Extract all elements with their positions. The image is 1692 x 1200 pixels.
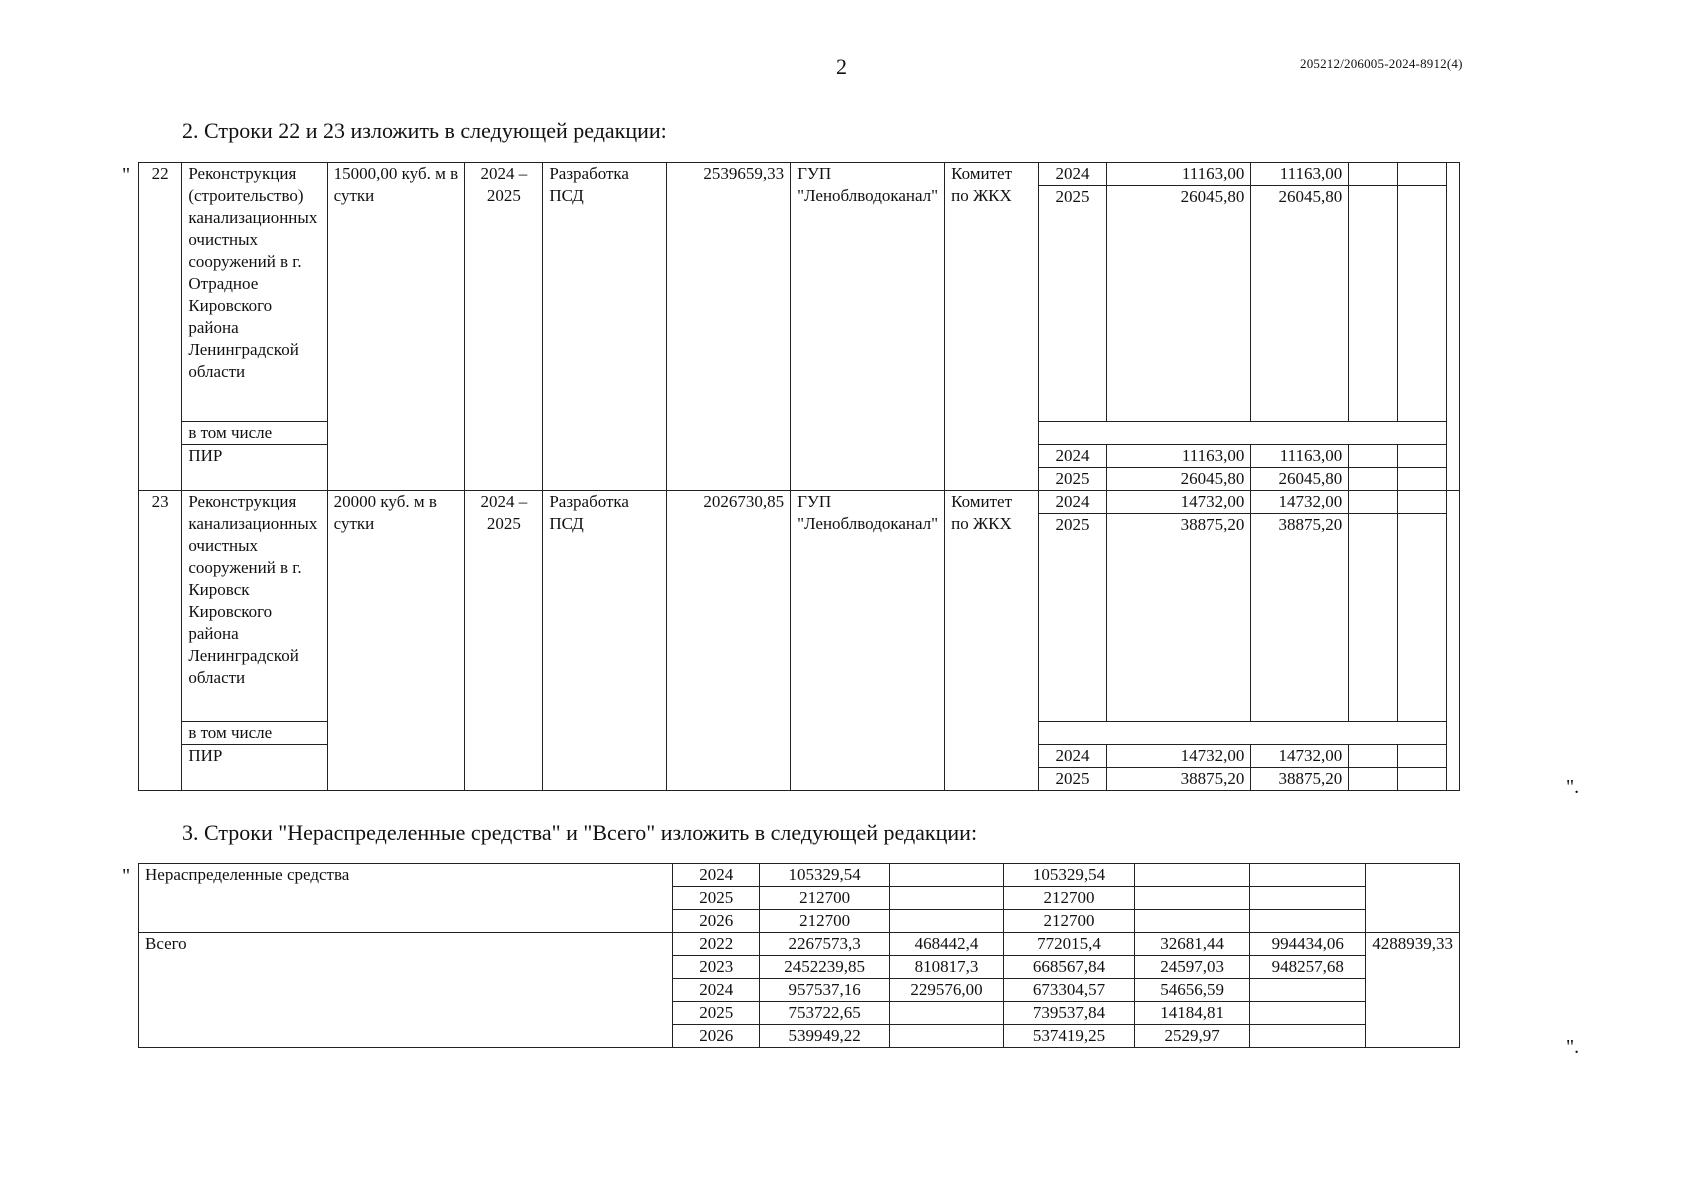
open-quote-2: " bbox=[122, 865, 131, 887]
pir-label: ПИР bbox=[182, 745, 327, 791]
regional-cell: 212700 bbox=[1003, 910, 1134, 933]
year-cell: 2023 bbox=[673, 956, 760, 979]
year-cell: 2024 bbox=[673, 979, 760, 1002]
table-row bbox=[139, 864, 1460, 887]
regional-cell: 11163,00 bbox=[1251, 445, 1349, 468]
local-cell: 24597,03 bbox=[1134, 956, 1249, 979]
regional-cell: 26045,80 bbox=[1251, 186, 1349, 422]
executor: ГУП "Леноблводоканал" bbox=[791, 163, 945, 491]
local-cell: 54656,59 bbox=[1134, 979, 1249, 1002]
federal-cell bbox=[889, 864, 1003, 887]
other-cell bbox=[1250, 979, 1366, 1002]
year-cell: 2024 bbox=[1039, 445, 1107, 468]
other-cell bbox=[1250, 910, 1366, 933]
regional-cell: 668567,84 bbox=[1003, 956, 1134, 979]
federal-cell bbox=[889, 1002, 1003, 1025]
year-cell: 2025 bbox=[673, 1002, 760, 1025]
projects-table bbox=[138, 162, 1460, 791]
regional-cell: 38875,20 bbox=[1251, 768, 1349, 791]
close-quote-1: ". bbox=[1566, 776, 1580, 798]
customer: Комитет по ЖКХ bbox=[945, 491, 1039, 791]
summary-table bbox=[138, 863, 1460, 1048]
year-cell: 2025 bbox=[673, 887, 760, 910]
pir-label: ПИР bbox=[182, 445, 327, 491]
total-cell: 38875,20 bbox=[1106, 514, 1250, 722]
year-cell: 2024 bbox=[1039, 745, 1107, 768]
object-name: Реконструкция канализационных очистных сооружений в г. Кировск Кировского района Ленинградской области bbox=[182, 491, 327, 722]
total-cell: 14732,00 bbox=[1106, 745, 1250, 768]
period: 2024 – 2025 bbox=[465, 163, 543, 491]
federal-cell: 468442,4 bbox=[889, 933, 1003, 956]
page-number: 2 bbox=[836, 54, 847, 79]
federal-cell: 810817,3 bbox=[889, 956, 1003, 979]
customer: Комитет по ЖКХ bbox=[945, 163, 1039, 491]
total-cell: 38875,20 bbox=[1106, 768, 1250, 791]
document-number: 205212/206005-2024-8912(4) bbox=[1300, 56, 1463, 71]
regional-cell: 26045,80 bbox=[1251, 468, 1349, 491]
grand-total: 4288939,33 bbox=[1366, 933, 1460, 1048]
object-name: Реконструкция (строительство) канализационных очистных сооружений в г. Отрадное Кировского района Ленинградской области bbox=[182, 163, 327, 422]
regional-cell: 673304,57 bbox=[1003, 979, 1134, 1002]
period: 2024 – 2025 bbox=[465, 491, 543, 791]
executor: ГУП "Леноблводоканал" bbox=[791, 491, 945, 791]
year-cell: 2026 bbox=[673, 1025, 760, 1048]
federal-cell: 229576,00 bbox=[889, 979, 1003, 1002]
federal-cell bbox=[889, 887, 1003, 910]
local-cell: 32681,44 bbox=[1134, 933, 1249, 956]
local-cell bbox=[1134, 910, 1249, 933]
total-cell: 105329,54 bbox=[760, 864, 890, 887]
local-cell bbox=[1134, 887, 1249, 910]
year-cell: 2024 bbox=[673, 864, 760, 887]
total-cell: 26045,80 bbox=[1106, 468, 1250, 491]
regional-cell: 105329,54 bbox=[1003, 864, 1134, 887]
year-cell: 2025 bbox=[1039, 514, 1107, 722]
stage: Разработка ПСД bbox=[543, 163, 667, 491]
other-cell: 994434,06 bbox=[1250, 933, 1366, 956]
regional-cell: 537419,25 bbox=[1003, 1025, 1134, 1048]
total-cell: 14732,00 bbox=[1106, 491, 1250, 514]
table-row bbox=[139, 163, 1460, 186]
year-cell: 2022 bbox=[673, 933, 760, 956]
capacity: 15000,00 куб. м в сутки bbox=[327, 163, 465, 491]
table-row bbox=[139, 933, 1460, 956]
other-cell bbox=[1250, 887, 1366, 910]
regional-cell: 772015,4 bbox=[1003, 933, 1134, 956]
regional-cell: 14732,00 bbox=[1251, 745, 1349, 768]
section-3-heading: 3. Строки "Нераспределенные средства" и "Всего" изложить в следующей редакции: bbox=[182, 820, 978, 845]
including-label: в том числе bbox=[182, 422, 327, 445]
other-cell bbox=[1250, 864, 1366, 887]
total-cell: 957537,16 bbox=[760, 979, 890, 1002]
total-cell: 11163,00 bbox=[1106, 445, 1250, 468]
total-cell: 539949,22 bbox=[760, 1025, 890, 1048]
total-cell: 2452239,85 bbox=[760, 956, 890, 979]
capacity: 20000 куб. м в сутки bbox=[327, 491, 465, 791]
regional-cell: 14732,00 bbox=[1251, 491, 1349, 514]
local-cell bbox=[1134, 864, 1249, 887]
section-2-heading: 2. Строки 22 и 23 изложить в следующей редакции: bbox=[182, 118, 667, 143]
open-quote-1: " bbox=[122, 164, 131, 186]
row-number: 23 bbox=[139, 491, 182, 791]
regional-cell: 739537,84 bbox=[1003, 1002, 1134, 1025]
local-cell: 14184,81 bbox=[1134, 1002, 1249, 1025]
total-cell: 212700 bbox=[760, 910, 890, 933]
total-cell: 2267573,3 bbox=[760, 933, 890, 956]
total-cell: 212700 bbox=[760, 887, 890, 910]
other-cell bbox=[1250, 1025, 1366, 1048]
federal-cell bbox=[889, 910, 1003, 933]
other-cell bbox=[1250, 1002, 1366, 1025]
total-cell: 26045,80 bbox=[1106, 186, 1250, 422]
total-cell: 753722,65 bbox=[760, 1002, 890, 1025]
year-cell: 2025 bbox=[1039, 186, 1107, 422]
regional-cell: 212700 bbox=[1003, 887, 1134, 910]
cost: 2026730,85 bbox=[667, 491, 791, 791]
other-cell: 948257,68 bbox=[1250, 956, 1366, 979]
including-label: в том числе bbox=[182, 722, 327, 745]
close-quote-2: ". bbox=[1566, 1036, 1580, 1058]
unallocated-label: Нераспределенные средства bbox=[139, 864, 673, 933]
federal-cell bbox=[889, 1025, 1003, 1048]
year-cell: 2026 bbox=[673, 910, 760, 933]
regional-cell: 38875,20 bbox=[1251, 514, 1349, 722]
total-label: Всего bbox=[139, 933, 673, 1048]
total-cell: 11163,00 bbox=[1106, 163, 1250, 186]
cost: 2539659,33 bbox=[667, 163, 791, 491]
row-number: 22 bbox=[139, 163, 182, 491]
year-cell: 2024 bbox=[1039, 491, 1107, 514]
year-cell: 2024 bbox=[1039, 163, 1107, 186]
year-cell: 2025 bbox=[1039, 468, 1107, 491]
local-cell: 2529,97 bbox=[1134, 1025, 1249, 1048]
stage: Разработка ПСД bbox=[543, 491, 667, 791]
regional-cell: 11163,00 bbox=[1251, 163, 1349, 186]
year-cell: 2025 bbox=[1039, 768, 1107, 791]
table-row bbox=[139, 491, 1460, 514]
